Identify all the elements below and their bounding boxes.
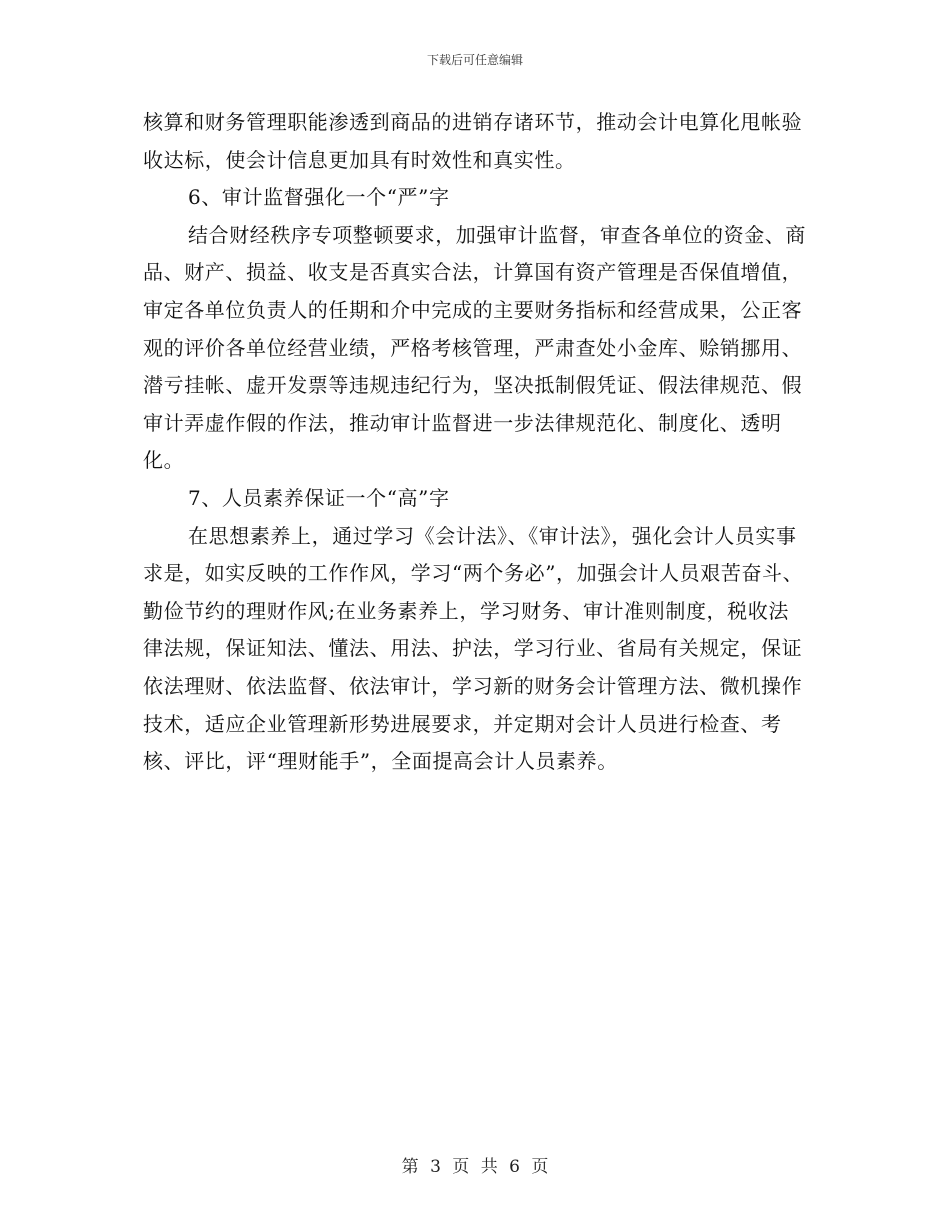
document-body [143,104,808,781]
page-header: 下载后可任意编辑 [426,53,523,67]
section-heading-audit: 6、审计监督强化一个“严”字 [188,185,450,210]
paragraph-personnel: 在思想素养上，通过学习《会计法》、《审计法》，强化会计人员实事求是，如实反映的工作作风，学习“两个务必”，加强会计人员艰苦奋斗、勤俭节约的理财作风;在业务素养上，学习财务、审计准则制度，税收法律法规，保证知法、懂法、用法、护法，学习行业、省局有关规定，保证依法理财、依法监督、依法审计，学习新的财务会计管理方法、微机操作技术，适应企业管理新形势进展要求，并定期对会计人员进行检查、考核、评比，评“理财能手”，全面提高会计人员素养。 [143,523,804,774]
section-heading-personnel: 7、人员素养保证一个“高”字 [188,485,450,510]
paragraph-continuation: 核算和财务管理职能渗透到商品的进销存诸环节，推动会计电算化甩帐验收达标，使会计信息更加具有时效性和真实性。 [143,110,803,172]
page-footer: 第 3 页 共 6 页 [401,1157,549,1177]
paragraph-audit: 结合财经秩序专项整顿要求，加强审计监督，审查各单位的资金、商品、财产、损益、收支是否真实合法，计算国有资产管理是否保值增值，审定各单位负责人的任期和介中完成的主要财务指标和经营成果，公正客观的评价各单位经营业绩，严格考核管理，严肃查处小金库、赊销挪用、潜亏挂帐、虚开发票等违规违纪行为，坚决抵制假凭证、假法律规范、假审计弄虚作假的作法，推动审计监督进一步法律规范化、制度化、透明化。 [143,222,806,473]
